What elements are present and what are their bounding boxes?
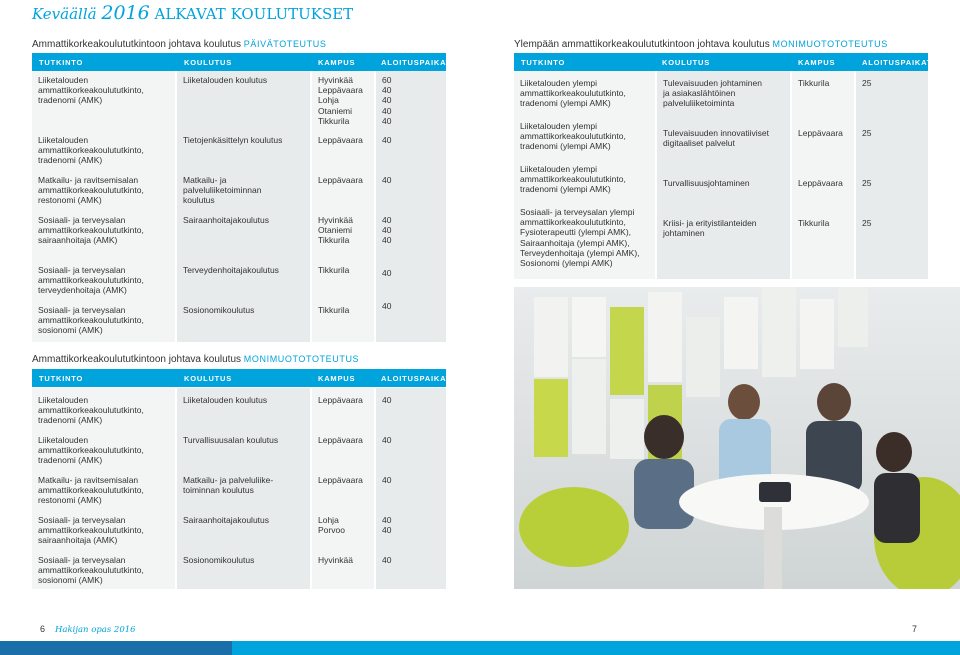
table-cell: Lohja Porvoo: [318, 515, 345, 536]
table-cell: 40 40 40: [382, 215, 392, 246]
table-cell: Leppävaara: [798, 128, 843, 138]
table-cell: Liiketalouden ammattikorkeakoulututkinto, tradenomi (AMK): [38, 75, 144, 106]
table-cell: 40: [382, 268, 392, 278]
table-cell: 40: [382, 175, 392, 185]
column-kampus: [312, 388, 374, 589]
footer-bar-dark-segment: [0, 641, 232, 655]
table-cell: Tulevaisuuden innovatiiviset digitaaliset palvelut: [663, 128, 769, 149]
table-cell: Leppävaara: [318, 135, 363, 145]
table-cell: Matkailu- ja ravitsemisalan ammattikorkeakoulututkinto, restonomi (AMK): [38, 175, 144, 206]
table-cell: Tikkurila: [798, 78, 830, 88]
table-cell: 40: [382, 555, 392, 565]
column-koulutus: [177, 388, 310, 589]
table-cell: Liiketalouden koulutus: [183, 75, 268, 85]
section-heading-monimuoto: Ammattikorkeakoulututkintoon johtava koulutus MONIMUOTOTOTEUTUS: [32, 354, 360, 365]
table-cell: Liiketalouden koulutus: [183, 395, 268, 405]
right-page-number: 7: [912, 624, 918, 634]
table-cell: Sairaanhoitajakoulutus: [183, 515, 270, 525]
table-cell: 40: [382, 475, 392, 485]
table-cell: Hyvinkää Otaniemi Tikkurila: [318, 215, 353, 246]
column-aloituspaikat: [856, 71, 928, 279]
table-cell: 25: [862, 78, 872, 88]
table-cell: Tietojenkäsittelyn koulutus: [183, 135, 283, 145]
table-cell: 40: [382, 301, 392, 311]
table-cell: Matkailu- ja ravitsemisalan ammattikorkeakoulututkinto, restonomi (AMK): [38, 475, 144, 506]
table-cell: 60 40 40 40 40: [382, 75, 392, 126]
table-cell: Liiketalouden ylempi ammattikorkeakoulututkinto, tradenomi (ylempi AMK): [520, 164, 626, 195]
table-cell: 40 40: [382, 515, 392, 536]
guide-name: Hakijan opas 2016: [55, 625, 136, 635]
table-cell: Leppävaara: [318, 395, 363, 405]
table-cell: Liiketalouden ammattikorkeakoulututkinto, tradenomi (AMK): [38, 435, 144, 466]
table-cell: Leppävaara: [318, 435, 363, 445]
table-cell: Matkailu- ja palveluliike- toiminnan koulutus: [183, 475, 274, 496]
table-cell: Liiketalouden ammattikorkeakoulututkinto, tradenomi (AMK): [38, 135, 144, 166]
table-cell: Terveydenhoitajakoulutus: [183, 265, 279, 275]
column-aloituspaikat: [376, 388, 446, 589]
table-cell: 25: [862, 218, 872, 228]
table-cell: Leppävaara: [798, 178, 843, 188]
column-tutkinto: [32, 71, 175, 342]
column-koulutus: [657, 71, 790, 279]
table-cell: 40: [382, 435, 392, 445]
table-cell: Sosiaali- ja terveysalan ammattikorkeakoulututkinto, sairaanhoitaja (AMK): [38, 215, 144, 246]
table-cell: Turvallisuusalan koulutus: [183, 435, 279, 445]
footer-bar: [0, 641, 960, 655]
table-cell: Leppävaara: [318, 175, 363, 185]
table-cell: 40: [382, 395, 392, 405]
table-cell: Liiketalouden ylempi ammattikorkeakoulututkinto, tradenomi (ylempi AMK): [520, 121, 626, 152]
table-cell: Tikkurila: [318, 265, 350, 275]
left-page-number: 6: [40, 624, 46, 634]
section-heading-paivatoteutus: Ammattikorkeakoulututkintoon johtava koulutus PÄIVÄTOTEUTUS: [32, 39, 327, 50]
table-cell: 25: [862, 128, 872, 138]
table-cell: Tikkurila: [318, 305, 350, 315]
table-header: TUTKINTO KOULUTUS KAMPUS ALOITUSPAIKAT: [514, 53, 928, 71]
table-cell: Liiketalouden ylempi ammattikorkeakoulututkinto, tradenomi (ylempi AMK): [520, 78, 626, 109]
table-cell: Sosiaali- ja terveysalan ylempi ammattikorkeakoulututkinto, Fysioterapeutti (ylempi AMK), Sairaanhoitaja (ylempi AMK), Terveydenhoitaja (ylempi AMK), Sosionomi (ylempi AMK): [520, 207, 640, 269]
page-title: Keväällä 2016 ALKAVAT KOULUTUKSET: [32, 2, 354, 24]
column-kampus: [312, 71, 374, 342]
table-header: TUTKINTO KOULUTUS KAMPUS ALOITUSPAIKAT: [32, 53, 446, 71]
table-cell: Liiketalouden ammattikorkeakoulututkinto, tradenomi (AMK): [38, 395, 144, 426]
table-cell: 40: [382, 135, 392, 145]
table-cell: Matkailu- ja palveluliiketoiminnan koulutus: [183, 175, 262, 206]
column-kampus: [792, 71, 854, 279]
table-cell: Tulevaisuuden johtaminen ja asiakaslähtöinen palveluliiketoiminta: [663, 78, 762, 109]
column-tutkinto: [32, 388, 175, 589]
students-photo: [514, 287, 960, 589]
table-header: TUTKINTO KOULUTUS KAMPUS ALOITUSPAIKAT: [32, 369, 446, 387]
table-cell: Hyvinkää: [318, 555, 353, 565]
table-cell: Kriisi- ja erityistilanteiden johtaminen: [663, 218, 757, 239]
column-aloituspaikat: [376, 71, 446, 342]
students-photo-illustration: [514, 287, 960, 589]
table-cell: Tikkurila: [798, 218, 830, 228]
table-cell: Sosiaali- ja terveysalan ammattikorkeakoulututkinto, sosionomi (AMK): [38, 305, 144, 336]
table-cell: Sosionomikoulutus: [183, 555, 255, 565]
table-cell: Sosionomikoulutus: [183, 305, 255, 315]
table-cell: Sosiaali- ja terveysalan ammattikorkeakoulututkinto, sairaanhoitaja (AMK): [38, 515, 144, 546]
column-tutkinto: [514, 71, 655, 279]
table-cell: Sosiaali- ja terveysalan ammattikorkeakoulututkinto, sosionomi (AMK): [38, 555, 144, 586]
table-cell: Hyvinkää Leppävaara Lohja Otaniemi Tikkurila: [318, 75, 363, 126]
table-cell: Leppävaara: [318, 475, 363, 485]
table-cell: 25: [862, 178, 872, 188]
table-cell: Sairaanhoitajakoulutus: [183, 215, 270, 225]
table-cell: Sosiaali- ja terveysalan ammattikorkeakoulututkinto, terveydenhoitaja (AMK): [38, 265, 144, 296]
table-cell: Turvallisuusjohtaminen: [663, 178, 750, 188]
column-koulutus: [177, 71, 310, 342]
section-heading-ylempi: Ylempään ammattikorkeakoulututkintoon johtava koulutus MONIMUOTOTOTEUTUS: [514, 39, 888, 50]
